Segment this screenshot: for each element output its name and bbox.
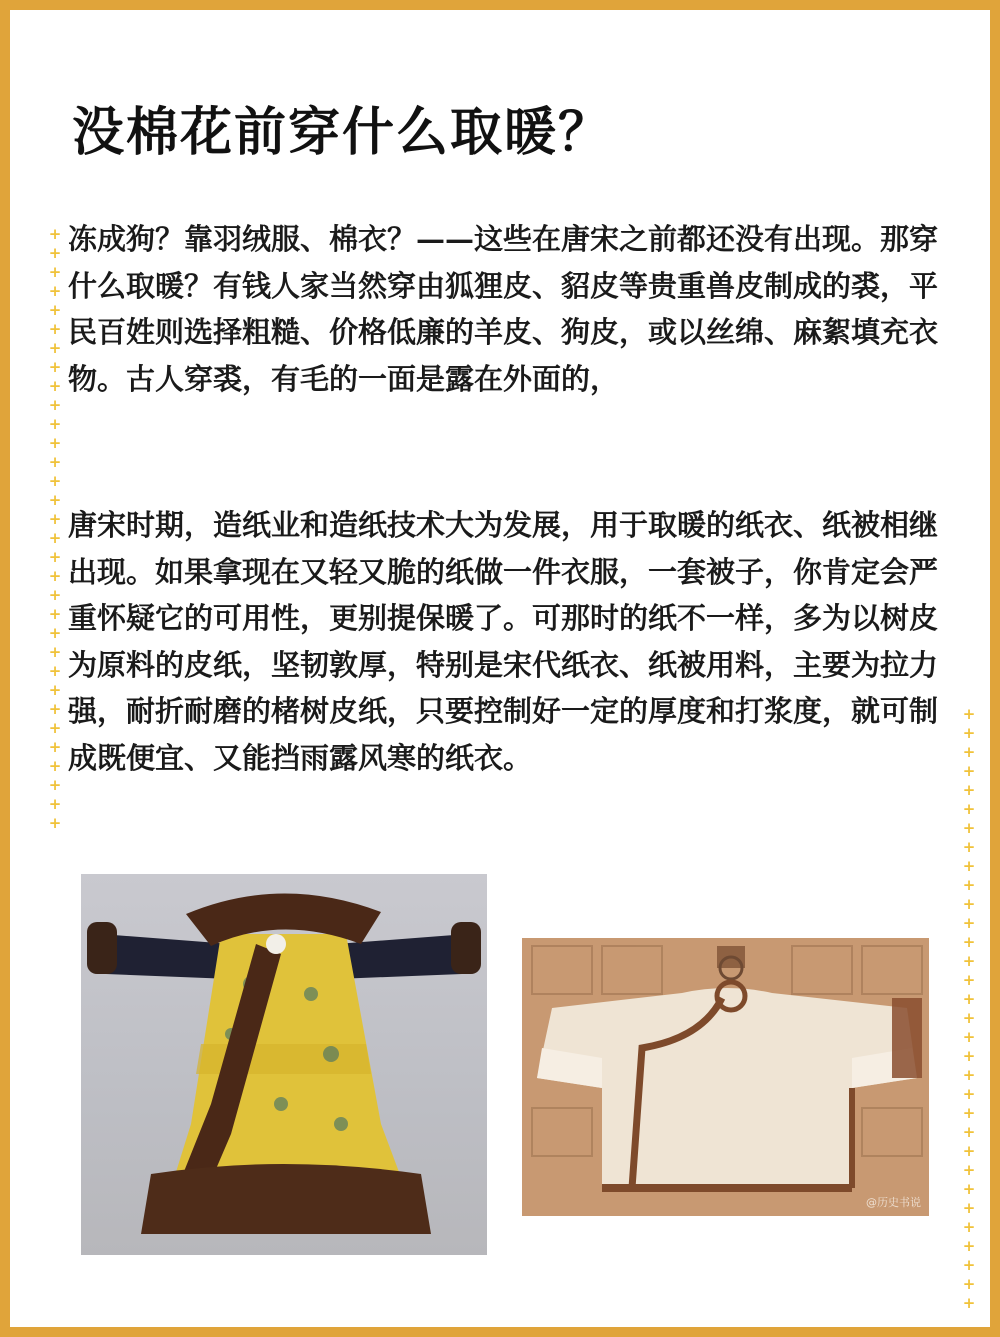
decorative-dot: + xyxy=(962,781,976,799)
decorative-dot: + xyxy=(962,762,976,780)
decorative-dot: + xyxy=(962,819,976,837)
decorative-dot: + xyxy=(48,757,62,775)
decorative-dot: + xyxy=(962,1218,976,1236)
paper-garment-relief-photo xyxy=(522,938,929,1216)
decorative-dot: + xyxy=(48,662,62,680)
decorative-dots-left xyxy=(48,225,62,833)
decorative-dot: + xyxy=(962,1123,976,1141)
decorative-dot: + xyxy=(48,814,62,832)
decorative-dot: + xyxy=(962,971,976,989)
decorative-dot: + xyxy=(48,548,62,566)
decorative-dot: + xyxy=(48,586,62,604)
decorative-dot: + xyxy=(962,1142,976,1160)
decorative-dot: + xyxy=(48,434,62,452)
decorative-dot: + xyxy=(962,990,976,1008)
decorative-dot: + xyxy=(962,1180,976,1198)
decorative-dot: + xyxy=(962,1199,976,1217)
decorative-dot: + xyxy=(48,339,62,357)
decorative-dot: + xyxy=(48,396,62,414)
decorative-dot: + xyxy=(962,1161,976,1179)
decorative-dot: + xyxy=(962,1066,976,1084)
decorative-dot: + xyxy=(48,263,62,281)
decorative-dot: + xyxy=(48,700,62,718)
decorative-dot: + xyxy=(962,1237,976,1255)
decorative-dot: + xyxy=(48,301,62,319)
decorative-dot: + xyxy=(962,914,976,932)
page-title: 没棉花前穿什么取暖？ xyxy=(72,103,613,163)
decorative-dot: + xyxy=(962,1047,976,1065)
decorative-dot: + xyxy=(48,415,62,433)
decorative-dot: + xyxy=(48,377,62,395)
decorative-dot: + xyxy=(48,681,62,699)
paragraph-2: 唐宋时期，造纸业和造纸技术大为发展，用于取暖的纸衣、纸被相继出现。如果拿现在又轻又脆的纸做一件衣服，一套被子，你肯定会严重怀疑它的可用性，更别提保暖了。可那时的纸不一样，多为以树皮为原料的皮纸，坚韧敦厚，特别是宋代纸衣、纸被用料，主要为拉力强，耐折耐磨的楮树皮纸，只要控制好一定的厚度和打浆度，就可制成既便宜、又能挡雨露风寒的纸衣。 xyxy=(68,508,939,775)
decorative-dot: + xyxy=(48,795,62,813)
image-watermark: @历史书说 xyxy=(866,1196,921,1209)
decorative-dot: + xyxy=(962,1275,976,1293)
decorative-dot: + xyxy=(48,491,62,509)
decorative-dot: + xyxy=(48,320,62,338)
decorative-dot: + xyxy=(48,567,62,585)
decorative-dot: + xyxy=(48,719,62,737)
decorative-dot: + xyxy=(962,1028,976,1046)
decorative-dot: + xyxy=(48,225,62,243)
decorative-dot: + xyxy=(962,895,976,913)
decorative-dot: + xyxy=(48,453,62,471)
decorative-dot: + xyxy=(962,1085,976,1103)
decorative-dot: + xyxy=(962,933,976,951)
decorative-dot: + xyxy=(48,510,62,528)
decorative-dot: + xyxy=(48,244,62,262)
decorative-dot: + xyxy=(962,705,976,723)
decorative-dot: + xyxy=(962,857,976,875)
decorative-dot: + xyxy=(48,358,62,376)
decorative-dot: + xyxy=(962,800,976,818)
decorative-dot: + xyxy=(962,838,976,856)
decorative-dot: + xyxy=(48,624,62,642)
decorative-dot: + xyxy=(48,738,62,756)
decorative-dots-right xyxy=(962,705,976,1313)
decorative-dot: + xyxy=(48,643,62,661)
decorative-dot: + xyxy=(962,1104,976,1122)
decorative-dot: + xyxy=(962,743,976,761)
paper-garment-illustration xyxy=(522,938,929,1216)
decorative-dot: + xyxy=(48,529,62,547)
decorative-dot: + xyxy=(48,776,62,794)
fur-robe-illustration xyxy=(81,874,487,1255)
paragraph-1: 冻成狗？靠羽绒服、棉衣？——这些在唐宋之前都还没有出现。那穿什么取暖？有钱人家当然穿由狐狸皮、貂皮等贵重兽皮制成的裘，平民百姓则选择粗糙、价格低廉的羊皮、狗皮，或以丝绵、麻絮填充衣物。古人穿裘，有毛的一面是露在外面的， xyxy=(68,222,939,396)
fur-robe-photo xyxy=(81,874,487,1255)
decorative-dot: + xyxy=(962,952,976,970)
decorative-dot: + xyxy=(48,282,62,300)
decorative-dot: + xyxy=(48,605,62,623)
decorative-dot: + xyxy=(962,876,976,894)
decorative-dot: + xyxy=(962,1256,976,1274)
decorative-dot: + xyxy=(962,1294,976,1312)
decorative-dot: + xyxy=(962,1009,976,1027)
decorative-dot: + xyxy=(962,724,976,742)
decorative-dot: + xyxy=(48,472,62,490)
